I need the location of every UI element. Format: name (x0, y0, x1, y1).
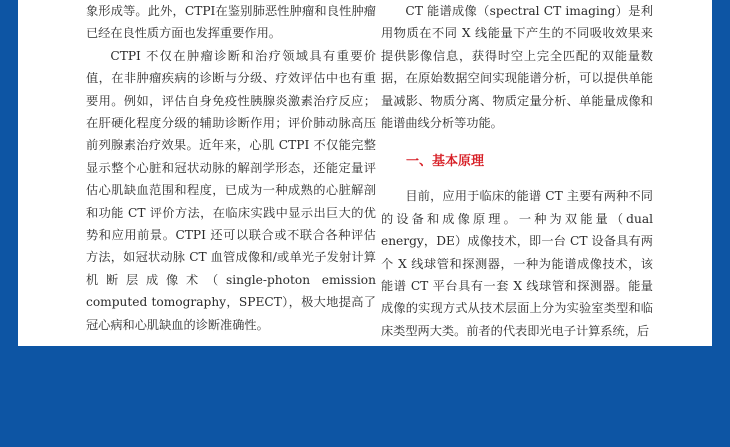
right-body-paragraph: 目前，应用于临床的能谱 CT 主要有两种不同的设备和成像原理。一种为双能量（dual energy，DE）成像技术，即一台 CT 设备具有两个 X 线球管和探测器，一种为能谱成像技术，该能谱 CT 平台具有一套 X 线球管和探测器。能量成像的实现方式从技术层面上分为实验室类型和临床类型两大类。前者的代表即光电子计算系统，后 (381, 189, 653, 338)
left-column (86, 0, 376, 336)
left-paragraph-2: CTPI 不仅在肿瘤诊断和治疗领域具有重要价值，在非肿瘤疾病的诊断与分级、疗效评估中也有重要用。例如，评估自身免疫性胰腺炎激素治疗反应；在肝硬化程度分级的辅助诊断作用；评价肺动脉高压前列腺素治疗效果。近年来，心肌 CTPI 不仅能完整显示整个心脏和冠状动脉的解剖学形态，还能定量评估心肌缺血范围和程度，已成为一种成熟的心脏解剖和功能 CT 评价方法，在临床实践中显示出巨大的优势和应用前景。CTPI 还可以联合或不联合各种评估方法，如冠状动脉 CT 血管成像和/或单光子发射计算机断层成像术（single-photon emission computed tomography，SPECT），极大地提高了冠心病和心肌缺血的诊断准确性。 (86, 48, 376, 332)
document-page (18, 0, 712, 346)
section-heading: 一、基本原理 (406, 154, 485, 170)
left-paragraph-1: 象形成等。此外，CTPI在鉴别肺恶性肿瘤和良性肿瘤已经在良性质方面也发挥重要作用。 (86, 4, 376, 41)
right-intro-paragraph: CT 能谱成像（spectral CT imaging）是利用物质在不同 X 线能量下产生的不同吸收效果来提供影像信息，获得时空上完全匹配的双能量数据，在原始数据空间实现能谱分析，可以提供单能量减影、物质分离、物质定量分析、单能量成像和能谱曲线分析等功能。 (381, 4, 653, 131)
right-column (381, 0, 653, 342)
